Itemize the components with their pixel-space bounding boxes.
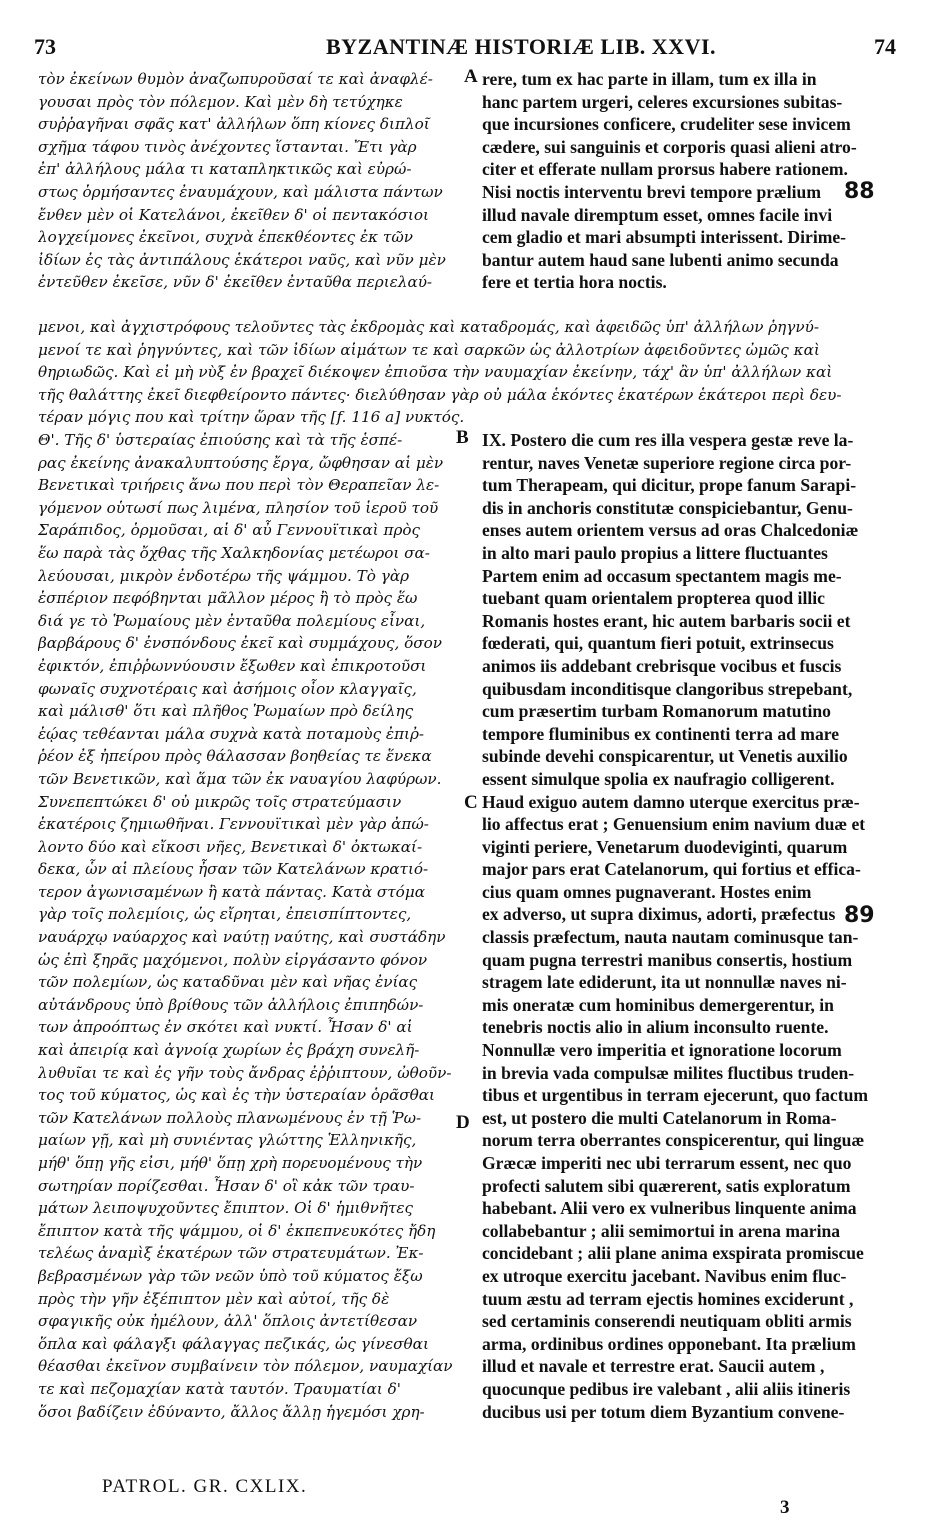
text-line: concidebant ; alii plane anima exspirata promiscue xyxy=(482,1243,864,1264)
text-line: quibusdam inconditisque clangoribus strepebant, xyxy=(482,678,853,699)
text-line: γὰρ τοῖς πολεμίοις, ὡς εἴρηται, ἐπεισπίπτοντες, xyxy=(38,905,412,924)
text-line: tenebris noctis alio in alium inconsulto ruente. xyxy=(482,1017,829,1038)
latin-column-top xyxy=(482,68,896,294)
text-line: Græcæ imperiti nec ubi terrarum essent, nec quo xyxy=(482,1153,852,1173)
text-line: τερον ἀγωνισαμένων ἢ κατὰ πάντας. Κατὰ στόμα xyxy=(38,882,425,901)
text-line: quam pugna terrestri manibus consertis, hostium xyxy=(482,949,853,970)
text-line: θέασθαι ἐκεῖνον συμβαίνειν τὸν πόλεμον, ναυμαχίαν xyxy=(38,1357,453,1376)
text-line: lio affectus erat ; Genuensium enim navium duæ et xyxy=(482,814,866,835)
text-line: stragem late ediderunt, ita ut nonnullæ naves ni- xyxy=(482,972,847,993)
text-line: habebant. Alii vero ex vulneribus linquente anima xyxy=(482,1198,857,1219)
running-title: BYZANTINÆ HISTORIÆ LIB. XXVI. xyxy=(326,34,717,59)
text-line: τῶν Κατελάνων πολλοὺς πλανωμένους ἐν τῇ Ῥω- xyxy=(38,1108,422,1127)
text-line: λυθυῖαι τε καὶ ἐς γῆν τοὺς ἄνδρας ἐῤῥιπτουν, ὠθοῦν- xyxy=(38,1063,452,1082)
text-line: μήθ' ὅπῃ γῆς εἰσι, μήθ' ὅπῃ χρὴ πορευομένους τὴν xyxy=(38,1154,423,1172)
page-number: 73 xyxy=(34,34,56,59)
text-line: βαρβάρους δ' ἐνσπόνδους ἐκεῖ καὶ συμμάχους, ὅσον xyxy=(38,634,443,653)
text-line: ἕω παρὰ τὰς ὄχθας τῆς Χαλκηδονίας μετέωροι σα- xyxy=(38,543,430,562)
text-line: σωτηρίαν πορίζεσθαι. Ἦσαν δ' οἳ κἀκ τῶν τραυ- xyxy=(38,1176,415,1195)
text-line: ἐφικτόν, ἐπιῤῥωννύουσιν ἔξωθεν καὶ ἐπικροτοῦσι xyxy=(38,656,427,675)
text-line: Partem enim ad occasum spectantem magis me- xyxy=(482,565,842,586)
text-line: tuebant quam orientalem propterea quod illic xyxy=(482,588,825,609)
section-marker-c: C xyxy=(464,792,478,813)
text-line: enses autem orientem versus ad oras Chalcedoniæ xyxy=(482,520,859,541)
text-line: cem gladio et mari absumpti interissent. Dirime- xyxy=(482,227,847,248)
text-line: ἑκατέροις ζημιωθῆναι. Γεννουϊτικαὶ μὲν γὰρ ἀπώ- xyxy=(38,815,429,834)
text-line: Συνεπεπτώκει δ' οὐ μικρῶς τοῖς στρατεύμασιν xyxy=(38,792,402,811)
text-line: ducibus usi per totum diem Byzantium convene- xyxy=(482,1401,845,1422)
text-line: essent simulque spolia ex naufragio colligerent. xyxy=(482,768,835,789)
text-line: cum præsertim turbam Romanorum matutino xyxy=(482,701,831,722)
text-line: animos iis addebant crebrisque vocibus et fuscis xyxy=(482,655,842,676)
text-line: dis in anchoris constitutæ conspiciebantur, Genu- xyxy=(482,497,853,518)
text-line: μενοί τε καὶ ῥηγνύντες, καὶ τῶν ἰδίων αἱμάτων τε καὶ σαρκῶν ὡς ἀλλοτρίων ἀφειδοῦντες ὠμῶς καὶ xyxy=(38,340,820,359)
text-line: Nisi noctis interventu brevi tempore prælium xyxy=(482,181,821,202)
text-line: τελέως ἀναμὶξ ἑκατέρων τῶν στρατευμάτων. Ἐκ- xyxy=(38,1244,424,1263)
text-line: διά γε τὸ Ῥωμαίους μὲν ἐνταῦθα πολεμίους εἶναι, xyxy=(38,611,426,630)
text-line: cius quam omnes pugnaverant. Hostes enim xyxy=(482,881,812,902)
text-line: θηριωδῶς. Καὶ εἰ μὴ νὺξ ἐν βραχεῖ διέκοψεν ἐπιοῦσα τὴν ναυμαχίαν ἐκείνην, τάχ' ἂν ὑπ' ἀλλήλων καὶ xyxy=(38,363,833,382)
text-line: δεκα, ὧν αἱ πλείους ἦσαν τῶν Κατελάνων κρατιό- xyxy=(38,860,429,879)
text-line: fœderati, qui, quantum fieri potuit, extrinsecus xyxy=(482,633,834,654)
text-line: καὶ μάλισθ' ὅτι καὶ πλῆθος Ῥωμαίων πρὸ δείλης xyxy=(38,702,414,721)
text-line: cædere, sui sanguinis et corporis quasi alieni atro- xyxy=(482,136,857,157)
text-line: ἐντεῦθεν ἐκεῖσε, νῦν δ' ἐκεῖθεν ἐνταῦθα περιελαύ- xyxy=(38,273,433,292)
text-line: tuum æstu ad terram ejectis homines exciderunt , xyxy=(482,1288,854,1309)
text-line: ἔπιπτον κατὰ τῆς ψάμμου, οἱ δ' ἐκπεπνευκότες ἤδη xyxy=(38,1221,436,1240)
text-line: Haud exiguo autem damno uterque exercitus præ- xyxy=(482,791,860,812)
text-line: viginti periere, Venetarum duodeviginti, quarum xyxy=(482,836,848,857)
text-line: in brevia vada compulsæ milites fluctibus truden- xyxy=(482,1062,855,1083)
text-line: τὸν ἐκείνων θυμὸν ἀναζωπυροῦσαί τε καὶ ἀναφλέ- xyxy=(38,70,433,88)
text-line: ἐπ' ἀλλήλους μάλα τι καταπληκτικῶς καὶ εὐρώ- xyxy=(38,160,412,179)
text-line: illud et navale et terrestre erat. Saucii autem , xyxy=(482,1356,825,1377)
text-line: Βενετικαὶ τριήρεις ἄνω που περὶ τὸν Θεραπεῖαν λε- xyxy=(38,476,440,495)
text-line: καὶ ἀπειρίᾳ καὶ ἀγνοίᾳ χωρίων ἐς βράχη συνελῆ- xyxy=(38,1041,420,1060)
text-line: πρὸς τὴν γῆν ἐξέπιπτον μὲν καὶ αὐτοί, τῆς δὲ xyxy=(38,1289,390,1308)
text-line: Romanis hostes erant, hic autem barbaris socii et xyxy=(482,610,851,631)
header-right-number: 74 xyxy=(874,34,896,59)
text-line: ὡς ἐπὶ ξηρᾶς μαχόμενοι, πολὺν εἰργάσαντο φόνον xyxy=(38,950,428,969)
text-line: γόμενον οὑτωσί πως λιμένα, πλησίον τοῦ ἱεροῦ τοῦ xyxy=(38,498,439,517)
greek-column-section-ix xyxy=(38,429,460,1423)
text-line: συῤῥαγῆναι σφᾶς κατ' ἀλλήλων ὅπη κίονες διπλοῖ xyxy=(38,115,430,134)
margin-number-88: 88 xyxy=(844,179,875,204)
text-line: μαίων γῇ, καὶ μὴ συνιέντας γλώττης Ἑλληνικῆς, xyxy=(38,1131,417,1150)
text-line: σφαγικῆς οὐκ ἠμέλουν, ἀλλ' ὅπλοις ἀντετίθεσαν xyxy=(38,1312,418,1331)
section-marker-d: D xyxy=(456,1112,470,1133)
text-line: ex adverso, ut supra diximus, adorti, præfectus xyxy=(482,904,836,925)
text-line: ὅσοι βαδίζειν ἐδύναντο, ἄλλος ἄλλῃ ἡγεμόσι χρη- xyxy=(38,1402,425,1421)
text-line: collabebantur ; alii semimortui in arena marina xyxy=(482,1220,841,1241)
text-line: in alto mari paulo propius a littere fluctuantes xyxy=(482,542,828,563)
footer-signature: PATROL. GR. CXLIX. xyxy=(102,1476,308,1497)
text-line: βεβρασμένων γὰρ τῶν νεῶν ὑπὸ τοῦ κύματος ἔξω xyxy=(38,1266,423,1285)
text-line: γουσαι πρὸς τὸν πόλεμον. Καὶ μὲν δὴ τετύχηκε xyxy=(38,92,403,111)
text-line: quocunque pedibus ire valebant , alii aliis itineris xyxy=(482,1378,851,1399)
greek-column-top xyxy=(38,68,460,294)
text-line: norum terra oberrantes conspicerentur, qui linguæ xyxy=(482,1130,865,1151)
text-line: στως ὁρμήσαντες ἐναυμάχουν, καὶ μάλιστα πάντων xyxy=(38,182,443,201)
text-line: profecti salutem sibi quærerent, satis exploratum xyxy=(482,1175,851,1196)
text-line: bantur autem haud sane lubenti animo secunda xyxy=(482,249,839,270)
text-line: λεύουσαι, μικρὸν ἐνδοτέρω τῆς ψάμμου. Τὸ γὰρ xyxy=(38,566,410,585)
page-header xyxy=(28,34,898,64)
text-line: major pars erat Catelanorum, qui fortius et effica- xyxy=(482,859,861,880)
footer-gathering-number: 3 xyxy=(780,1497,790,1518)
text-line: ex utroque exercitu jacebant. Navibus enim fluc- xyxy=(482,1265,847,1286)
text-line: rentur, naves Venetæ superiore regione circa por- xyxy=(482,452,852,473)
text-line: arma, ordinibus ordines opponebant. Ita prælium xyxy=(482,1333,856,1354)
text-line: illud navale diremptum esset, omnes facile invi xyxy=(482,204,833,225)
text-line: mis oneratæ cum hominibus demergerentur, in xyxy=(482,994,834,1015)
text-line: citer et efferate nullam prorsus habere rationem. xyxy=(482,159,848,180)
text-line: IX. Postero die cum res illa vespera gestæ reve la- xyxy=(482,430,854,450)
text-line: sed certaminis conserendi neutiquam obliti armis xyxy=(482,1311,852,1332)
text-line: μενοι, καὶ ἀγχιστρόφους τελοῦντες τὰς ἐκδρομὰς καὶ καταδρομάς, καὶ ἀφειδῶς ὑπ' ἀλλήλων ῥηγνύ- xyxy=(38,318,819,336)
margin-number-89: 89 xyxy=(844,903,875,928)
text-line: των ἀπροόπτως ἐν σκότει καὶ νυκτί. Ἦσαν δ' αἱ xyxy=(38,1018,413,1037)
text-line: subinde devehi conspicarentur, ut Venetis auxilio xyxy=(482,746,848,767)
text-line: αὐτάνδρους ὑπὸ βρίθους τῶν ἀλλήλοις ἐπιπηδών- xyxy=(38,995,424,1014)
text-line: rere, tum ex hac parte in illam, tum ex illa in xyxy=(482,69,817,89)
latin-column-section-ix xyxy=(482,429,896,1423)
text-line: Θ'. Τῆς δ' ὑστεραίας ἐπιούσης καὶ τὰ τῆς ἑσπέ- xyxy=(38,431,403,449)
text-line: tibus et urgentibus in terram ejecerunt, quo factum xyxy=(482,1085,869,1106)
text-line: fere et tertia hora noctis. xyxy=(482,272,667,293)
text-line: τέραν μόγις που καὶ τρίτην ὥραν τῆς [f. 116 a] νυκτός. xyxy=(38,408,465,427)
section-marker-b: B xyxy=(456,427,469,448)
text-line: τῆς θαλάττης ἐκεῖ διεφθείροντο πάντες· διελύθησαν γὰρ οὐ μάλα ἑκόντες ἑκατέρων ἑκάτεροι περὶ δευ- xyxy=(38,385,842,404)
text-line: tempore fluminibus ex continenti terra ad mare xyxy=(482,723,840,744)
text-line: λογχείμονες ἐκεῖνοι, συχνὰ ἐπεκθέοντες ἐκ τῶν xyxy=(38,228,413,247)
text-line: λοντο δύο καὶ εἴκοσι νῆες, Βενετικαὶ δ' ὀκτωκαί- xyxy=(38,837,423,856)
text-line: ὅπλα καὶ φάλαγξι φάλαγγας πεζικάς, ὡς γίνεσθαι xyxy=(38,1334,429,1353)
text-line: ἑσπέριον πεφόβηνται μᾶλλον μέρος ἢ τὸ πρὸς ἕω xyxy=(38,589,418,608)
text-line: que incursiones conficere, crudeliter sese invicem xyxy=(482,114,851,135)
text-line: τος τοῦ κύματος, ὡς καὶ ἐς τὴν ὑστεραίαν ὁρᾶσθαι xyxy=(38,1086,435,1105)
text-line: Nonnullæ vero imperitia et ignoratione locorum xyxy=(482,1040,842,1061)
text-line: tum Therapeam, qui dicitur, prope fanum Sarapi- xyxy=(482,475,857,496)
text-line: ἔνθεν μὲν οἱ Κατελάνοι, ἐκεῖθεν δ' οἱ πεντακόσιοι xyxy=(38,205,429,224)
text-line: ρας ἐκείνης ἀνακαλυπτούσης ἔργα, ὤφθησαν αἱ μὲν xyxy=(38,453,444,472)
greek-full-width-paragraph xyxy=(38,316,890,429)
text-line: ῥέον ἐξ ἠπείρου πρὸς θάλασσαν βοηθείας τε ἕνεκα xyxy=(38,747,432,766)
text-line: ἰδίων ἐς τὰς ἀντιπάλους ἑκάτεροι ναῦς, καὶ νῦν μὲν xyxy=(38,250,446,269)
text-line: τε καὶ πεζομαχίαν κατὰ ταυτόν. Τραυματίαι δ' xyxy=(38,1379,401,1398)
section-marker-a: A xyxy=(464,66,478,87)
text-line: classis præfectum, nauta nautam cominusque tan- xyxy=(482,927,859,948)
text-line: τῶν πολεμίων, ὡς καταδῦναι μὲν καὶ νῆας ἐνίας xyxy=(38,973,418,992)
text-line: ἑῴας τεθέανται μάλα συχνὰ κατὰ ποταμοὺς ἐπιῤ- xyxy=(38,724,425,743)
text-line: μάτων λειποψυχοῦντες ἔπιπτον. Οἱ δ' ἡμιθνῆτες xyxy=(38,1199,414,1218)
text-line: φωναῖς συχνοτέραις καὶ ἀσήμοις οἷον κλαγγαῖς, xyxy=(38,679,417,698)
text-line: ναυάρχῳ ναύαρχος καὶ ναύτῃ ναύτης, καὶ συστάδην xyxy=(38,928,446,947)
text-line: τῶν Βενετικῶν, καὶ ἅμα τῶν ἐκ ναυαγίου λαφύρων. xyxy=(38,769,442,788)
text-line: σχῆμα τάφου τινὸς ἀνέχοντες ἵστανται. Ἔτι γὰρ xyxy=(38,137,417,156)
text-line: hanc partem urgeri, celeres excursiones subitas- xyxy=(482,91,843,112)
text-line: Σαράπιδος, ὁρμοῦσαι, αἱ δ' αὖ Γεννουϊτικαὶ πρὸς xyxy=(38,521,421,540)
text-line: est, ut postero die multi Catelanorum in Roma- xyxy=(482,1107,837,1128)
